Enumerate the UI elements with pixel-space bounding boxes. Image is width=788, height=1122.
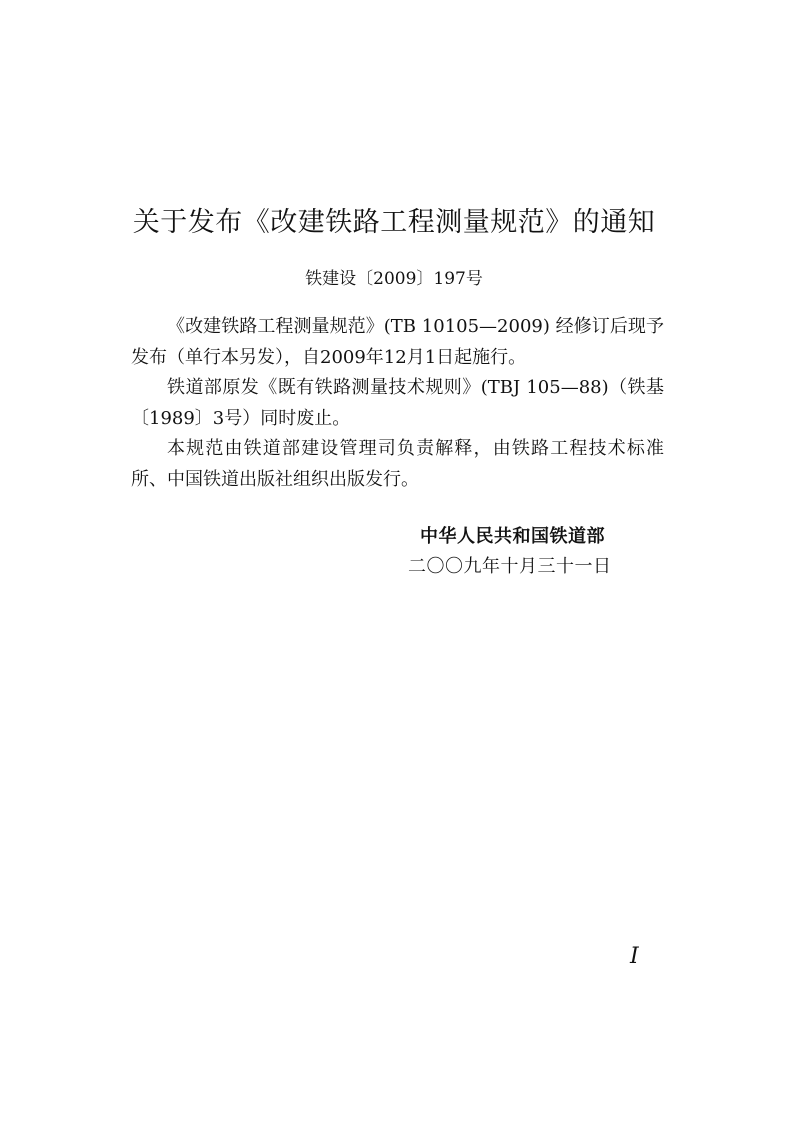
paragraph-publication: 《改建铁路工程测量规范》(TB 10105—2009) 经修订后现予发布（单行本另发），自2009年12月1日起施行。: [131, 316, 664, 368]
paragraph-repeal: 铁道部原发《既有铁路测量技术规则》(TBJ 105—88)（铁基〔1989〕3号）同时废止。: [131, 377, 664, 429]
issuing-organization: 中华人民共和国铁道部: [420, 526, 605, 547]
paragraph-interpretation: 本规范由铁道部建设管理司负责解释，由铁路工程技术标准所、中国铁道出版社组织出版发行。: [131, 438, 664, 490]
page-number: I: [630, 944, 639, 969]
signature-block: [408, 522, 688, 582]
issue-date: 二〇〇九年十月三十一日: [408, 556, 612, 577]
notice-title: 关于发布《改建铁路工程测量规范》的通知: [132, 207, 656, 238]
notice-body: [131, 312, 664, 495]
document-number: 铁建设〔2009〕197号: [305, 269, 483, 289]
